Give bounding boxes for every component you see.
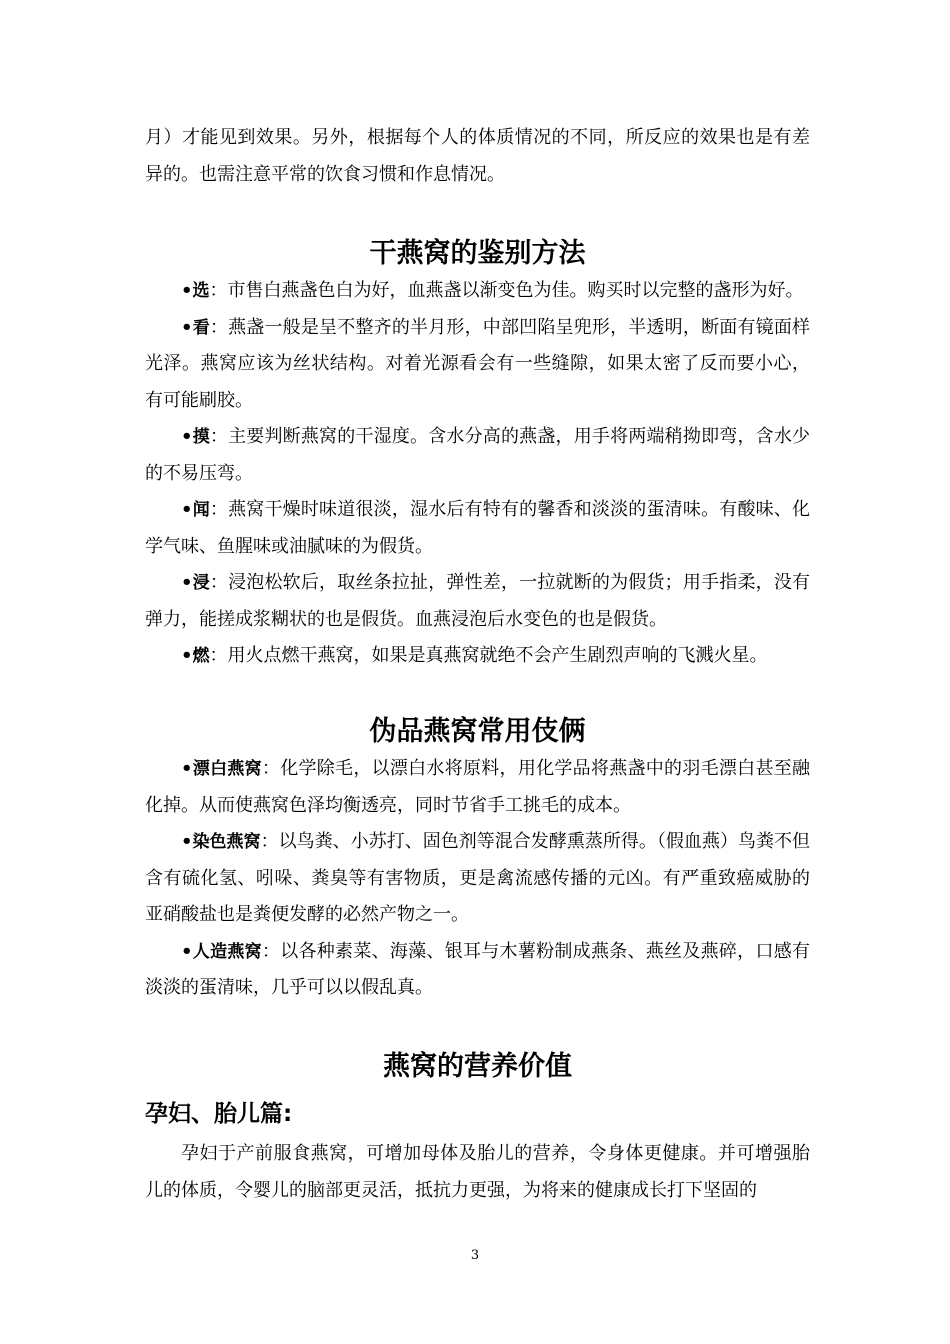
intro-paragraph: 月）才能见到效果。另外，根据每个人的体质情况的不同，所反应的效果也是有差异的。也需注意平常的饮食习惯和作息情况。 — [145, 127, 810, 185]
list-item — [145, 310, 810, 420]
item-text: 化学除毛，以漂白水将原料，用化学品将燕盏中的羽毛漂白甚至融化掉。从而使燕窝色泽均衡透亮，同时节省手工挑毛的成本。 — [145, 758, 811, 816]
item-term: 燃 — [192, 646, 210, 666]
item-separator: ： — [209, 499, 229, 520]
list-item — [145, 273, 810, 310]
list-item — [145, 934, 810, 1007]
item-text: 用火点燃干燕窝，如果是真燕窝就绝不会产生剧烈声响的飞溅火星。 — [227, 645, 768, 666]
subsection-title-pregnancy: 孕妇、胎儿篇: — [145, 1101, 293, 1127]
item-text: 以各种素菜、海藻、银耳与木薯粉制成燕条、燕丝及燕碎，口感有淡淡的蛋清味，几乎可以以假乱真。 — [145, 940, 811, 998]
list-item — [145, 824, 810, 934]
section-title-identification: 干燕窝的鉴别方法 — [369, 238, 586, 269]
bullet-icon: • — [181, 316, 193, 338]
fake-tricks-list — [145, 751, 810, 1007]
item-separator: ： — [261, 940, 281, 962]
section-title-fake-tricks: 伪品燕窝常用伎俩 — [369, 716, 586, 747]
item-term: 浸 — [192, 573, 210, 593]
item-term: 闻 — [192, 500, 210, 520]
item-separator: ： — [209, 316, 229, 338]
item-separator: ： — [209, 572, 229, 593]
item-separator: ： — [209, 645, 228, 666]
item-separator: ： — [261, 758, 281, 779]
item-separator: ： — [209, 426, 229, 447]
bullet-icon: • — [181, 499, 193, 520]
item-text: 市售白燕盏色白为好，血燕盏以渐变色为佳。购买时以完整的盏形为好。 — [227, 280, 804, 301]
item-term: 染色燕窝 — [192, 832, 261, 852]
bullet-icon: • — [181, 280, 193, 301]
item-term: 摸 — [192, 427, 210, 447]
bullet-icon: • — [181, 758, 193, 779]
pregnancy-paragraph: 孕妇于产前服食燕窝，可增加母体及胎儿的营养，令身体更健康。并可增强胎儿的体质，令婴儿的脑部更灵活，抵抗力更强，为将来的健康成长打下坚固的 — [145, 1143, 810, 1201]
item-text: 以鸟粪、小苏打、固色剂等混合发酵熏蒸所得。（假血燕）鸟粪不但含有硫化氢、吲哚、粪臭等有害物质，更是禽流感传播的元凶。有严重致癌威胁的亚硝酸盐也是粪便发酵的必然产物之一。 — [145, 831, 811, 925]
item-term: 漂白燕窝 — [192, 759, 262, 779]
list-item — [145, 751, 810, 824]
bullet-icon: • — [181, 940, 193, 962]
page-number: 3 — [470, 1248, 480, 1263]
item-separator: ： — [260, 831, 279, 852]
item-term: 选 — [192, 281, 210, 301]
identification-list — [145, 273, 810, 675]
list-item — [145, 565, 810, 638]
list-item — [145, 638, 810, 675]
list-item — [145, 419, 810, 492]
item-text: 浸泡松软后，取丝条拉扯，弹性差，一拉就断的为假货；用手指柔，没有弹力，能搓成浆糊状的也是假货。血燕浸泡后水变色的也是假货。 — [145, 572, 811, 630]
item-text: 燕窝干燥时味道很淡，湿水后有特有的馨香和淡淡的蛋清味。有酸味、化学气味、鱼腥味或油腻味的为假货。 — [145, 499, 811, 557]
bullet-icon: • — [181, 831, 193, 852]
item-term: 看 — [192, 317, 210, 338]
item-text: 主要判断燕窝的干湿度。含水分高的燕盏，用手将两端稍拗即弯，含水少的不易压弯。 — [145, 426, 811, 484]
bullet-icon: • — [181, 645, 193, 666]
item-text: 燕盏一般是呈不整齐的半月形，中部凹陷呈兜形，半透明，断面有镜面样光泽。燕窝应该为丝状结构。对着光源看会有一些缝隙，如果太密了反而要小心，有可能刷胶。 — [145, 316, 811, 411]
item-term: 人造燕窝 — [192, 941, 262, 962]
bullet-icon: • — [181, 572, 193, 593]
pregnancy-paragraph-block — [145, 1136, 810, 1209]
section-title-nutrition: 燕窝的营养价值 — [383, 1051, 572, 1082]
list-item — [145, 492, 810, 565]
item-separator: ： — [209, 280, 228, 301]
bullet-icon: • — [181, 426, 193, 447]
